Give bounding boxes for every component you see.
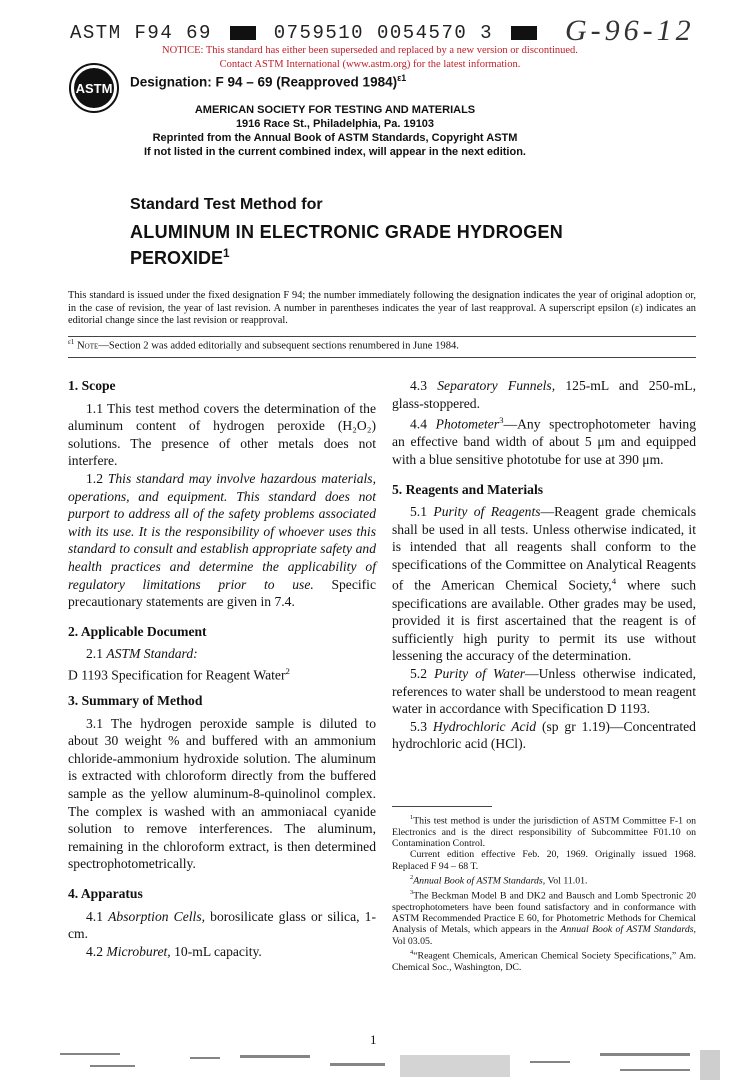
footnote: $^3$The Beckman Model B and DK2 and Bausch and Lomb Spectronic 20 spectrophotometers have been found satisfactory and in conformance with ASTM Recommended Practice E 60, for Photometric Methods for Chemical Analysis of Metals, which appears in the Annual Book of ASTM Standards, Vol 03.05. [392, 888, 696, 947]
paragraph: 4.2 Microburet, 10-mL capacity. [86, 943, 262, 959]
header-code-left: ASTM F94 69 [70, 22, 212, 44]
section-heading: 1. Scope [68, 378, 116, 393]
title-line-3 [130, 247, 230, 269]
title-sup: 1 [223, 247, 230, 260]
divider [68, 336, 696, 337]
paragraph: 4.1 Absorption Cells, borosilicate glass or silica, 1-cm. [68, 908, 376, 942]
reference-line: D 1193 Specification for Reagent Water$^2$ [68, 665, 290, 683]
paragraph: 5.2 Purity of Water—Unless otherwise indicated, references to water shall be understood to mean reagent water in accordance with Specification D 1193. [392, 665, 696, 717]
note-label: Note [76, 340, 99, 352]
editorial-note [68, 339, 459, 352]
paragraph: 1.2 This standard may involve hazardous materials, operations, and equipment. This standard does not purport to address all of the safety problems associated with its use. It is the responsibility of whoever uses this standard to consult and establish appropriate safety and health practices and determine the applicability of regulatory limitations prior to use. Specific precautionary statements are given in 7.4. [68, 470, 376, 610]
footnote-divider [392, 806, 492, 807]
section-heading: 3. Summary of Method [68, 693, 203, 709]
paragraph: 5.3 Hydrochloric Acid (sp gr 1.19)—Concentrated hydrochloric acid (HCl). [392, 718, 696, 752]
designation [130, 73, 406, 90]
society-address: 1916 Race St., Philadelphia, Pa. 19103 [235, 118, 435, 130]
redaction-block [511, 26, 537, 40]
handwritten-note: G-96-12 [565, 14, 695, 47]
section-heading: 2. Applicable Document [68, 623, 207, 639]
title-line-3-text: PEROXIDE [130, 248, 224, 268]
paragraph: 4.3 Separatory Funnels, 125-mL and 250-mL, glass-stoppered. [392, 378, 696, 411]
society-name: AMERICAN SOCIETY FOR TESTING AND MATERIALS [194, 104, 476, 116]
issued-paragraph: This standard is issued under the fixed designation F 94; the number immediately following the designation indicates the year of original adoption or, in the case of revision, the year of last revision. A number in parentheses indicates the year of last reapproval. A superscript epsilon (ε) indicates an editorial change since the last revision or reapproval. [68, 290, 696, 326]
header-code-mid: 0759510 0054570 3 [273, 22, 494, 44]
redaction-block [230, 26, 256, 40]
paragraph: 1.1 This test method covers the determination of the aluminum content of hydrogen peroxide (H₂O₂) solutions. The presence of other metals does not interfere. [68, 400, 376, 469]
footnote: $^2$Annual Book of ASTM Standards, Vol 11.01. [410, 874, 588, 887]
paragraph: 4.4 Photometer$^3$—Any spectrophotometer having an effective band width of about 5 μm and equipped with a blue sensitive phototube for use at 390 μm. [392, 415, 696, 467]
paragraph: 3.1 The hydrogen peroxide sample is diluted to about 30 weight % and buffered with an ammonium chloride-ammonium hydroxide solution. The aluminum is extracted with chloroform directly from the buffered sample as the yellow aluminum-8-quinolinol complex. The complex is washed with an ammoniacal cyanide solution to remove interferences. The aluminum, remaining in the chloroform extract, is then determined spectrophotometrically. [68, 715, 376, 872]
title-line-2: ALUMINUM IN ELECTRONIC GRADE HYDROGEN [130, 222, 564, 242]
paragraph: 5.1 Purity of Reagents—Reagent grade chemicals shall be used in all tests. Unless otherwise indicated, it is intended that all reagents shall conform to the specifications of the Committee on Analytical Reagents of the American Chemical Society,$^4$ where such specifications are available. Other grades may be used, provided it is first ascertained that the reagent is of sufficiently high purity to permit its use without lessening the accuracy of the determination. [392, 504, 696, 664]
left-column [68, 377, 376, 960]
reprint-line: Reprinted from the Annual Book of ASTM Standards, Copyright ASTM [152, 132, 518, 144]
section-heading: 5. Reagents and Materials [392, 481, 544, 497]
footnote: Current edition effective Feb. 20, 1969. Originally issued 1968. Replaced F 94 – 68 T. [392, 849, 696, 872]
page-number: 1 [370, 1032, 377, 1047]
footnote: $^4$“Reagent Chemicals, American Chemical Society Specifications,” Am. Chemical Soc., Washington, DC. [392, 949, 696, 973]
note-sup: ε1 [68, 339, 75, 346]
paragraph: 2.1 ASTM Standard: [86, 646, 198, 662]
title-prefix: Standard Test Method for [130, 196, 323, 213]
footnotes [392, 812, 696, 973]
not-listed-line: If not listed in the current combined index, will appear in the next edition. [144, 146, 526, 158]
footnote: $^1$This test method is under the jurisdiction of ASTM Committee F-1 on Electronics and is the direct responsibility of Subcommittee F01.10 on Contamination Control. [392, 814, 696, 850]
designation-sup: ε1 [397, 73, 407, 83]
notice-line-2: Contact ASTM International (www.astm.org) for the latest information. [219, 59, 521, 70]
note-text: —Section 2 was added editorially and subsequent sections renumbered in June 1984. [98, 340, 459, 352]
scan-header-line [70, 22, 542, 44]
logo-text: ASTM [75, 81, 113, 96]
section-heading: 4. Apparatus [68, 885, 143, 901]
divider [68, 357, 696, 358]
society-block [100, 103, 570, 159]
designation-text: Designation: F 94 – 69 (Reapproved 1984) [130, 74, 398, 90]
right-column [392, 377, 696, 753]
notice-line-1: NOTICE: This standard has either been superseded and replaced by a new version or discontinued. [162, 45, 578, 56]
scan-noise [0, 1035, 746, 1090]
supersede-notice [90, 44, 650, 72]
